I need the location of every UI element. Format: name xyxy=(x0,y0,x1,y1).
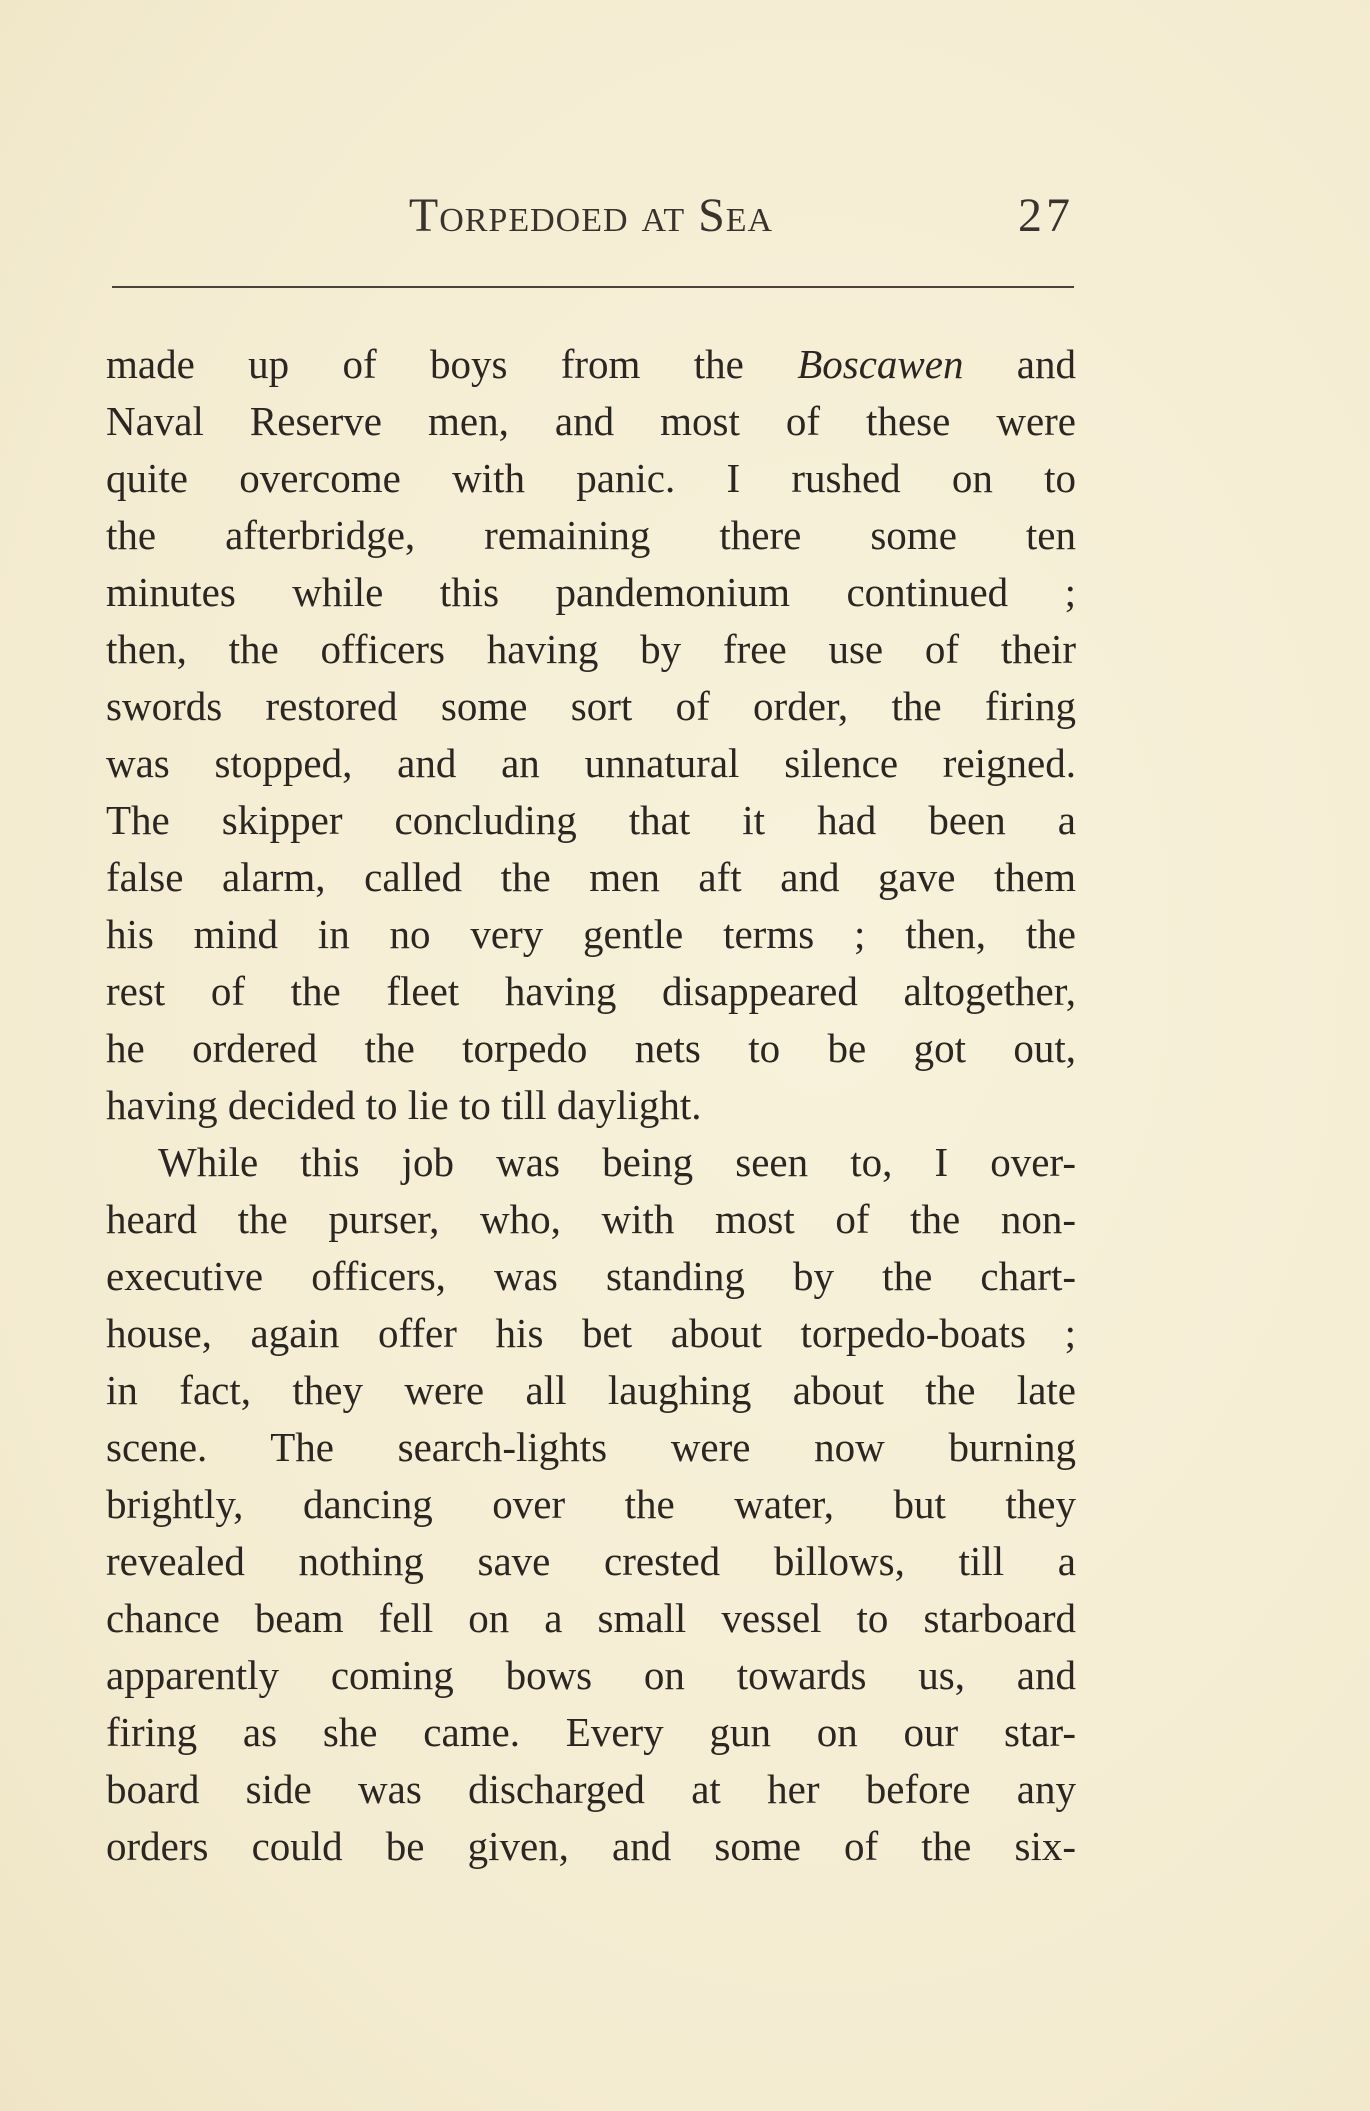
text-line-part: made up of boys from the xyxy=(106,341,798,387)
text-line: While this job was being seen to, I over- xyxy=(158,1139,1076,1185)
text-line: orders could be given, and some of the six- xyxy=(106,1823,1076,1869)
running-title: Torpedoed at Sea xyxy=(408,189,774,242)
text-line: quite overcome with panic. I rushed on to xyxy=(106,455,1076,501)
page-number: 27 xyxy=(1018,189,1074,242)
text-line: was stopped, and an unnatural silence reigned. xyxy=(106,740,1076,786)
header-rule xyxy=(112,286,1074,288)
text-line: brightly, dancing over the water, but they xyxy=(106,1481,1076,1527)
text-line xyxy=(106,336,1076,393)
text-line: house, again offer his bet about torpedo-boats ; xyxy=(106,1310,1076,1356)
text-line: apparently coming bows on towards us, and xyxy=(106,1652,1076,1698)
text-line: firing as she came. Every gun on our star- xyxy=(106,1709,1076,1755)
body-text xyxy=(106,336,1076,1875)
text-line: in fact, they were all laughing about the late xyxy=(106,1367,1076,1413)
running-head xyxy=(108,186,1074,256)
text-line: false alarm, called the men aft and gave them xyxy=(106,854,1076,900)
text-line: executive officers, was standing by the chart- xyxy=(106,1253,1076,1299)
text-line: heard the purser, who, with most of the non- xyxy=(106,1196,1076,1242)
text-line: Naval Reserve men, and most of these were xyxy=(106,398,1076,444)
text-line: chance beam fell on a small vessel to starboard xyxy=(106,1595,1076,1641)
ship-name: Boscawen xyxy=(797,341,964,387)
text-line: his mind in no very gentle terms ; then, the xyxy=(106,911,1076,957)
text-line: the afterbridge, remaining there some ten xyxy=(106,512,1076,558)
text-line: he ordered the torpedo nets to be got out, xyxy=(106,1025,1076,1071)
text-line: swords restored some sort of order, the firing xyxy=(106,683,1076,729)
text-line: rest of the fleet having disappeared altogether, xyxy=(106,968,1076,1014)
text-line: scene. The search-lights were now burning xyxy=(106,1424,1076,1470)
text-line: The skipper concluding that it had been a xyxy=(106,797,1076,843)
text-line: then, the officers having by free use of their xyxy=(106,626,1076,672)
text-line-part: and xyxy=(963,341,1076,387)
text-line: board side was discharged at her before any xyxy=(106,1766,1076,1812)
text-line: having decided to lie to till daylight. xyxy=(106,1082,702,1128)
text-line: minutes while this pandemonium continued ; xyxy=(106,569,1076,615)
text-line: revealed nothing save crested billows, till a xyxy=(106,1538,1076,1584)
